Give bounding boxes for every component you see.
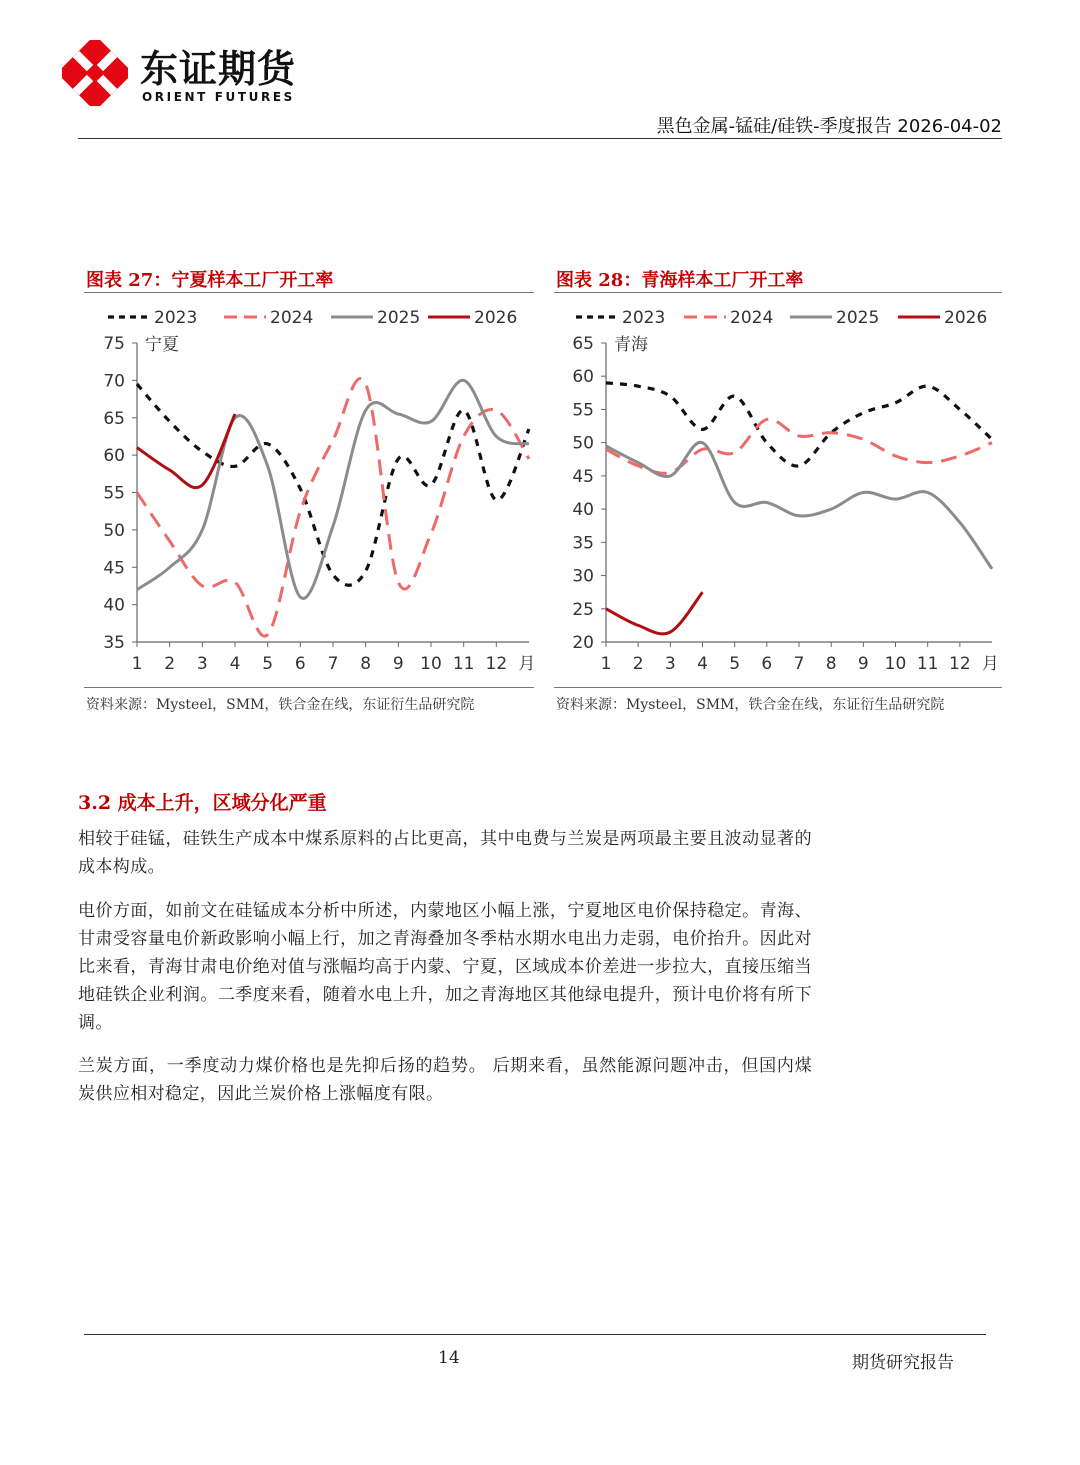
- x-tick-label: 10: [884, 654, 907, 674]
- orient-futures-logo-icon: [62, 40, 128, 106]
- y-tick-label: 45: [572, 466, 594, 487]
- x-tick-label: 6: [761, 654, 773, 674]
- series-line-2025: [137, 380, 529, 598]
- footer-label: 期货研究报告: [852, 1353, 954, 1373]
- qinghai-operating-rate-chart: [554, 300, 1002, 690]
- figure-28-title-rule: [554, 292, 1002, 293]
- figure-28-title: 图表 28：青海样本工厂开工率: [556, 270, 804, 291]
- x-tick-label: 6: [294, 654, 306, 674]
- ningxia-operating-rate-chart: [84, 300, 534, 690]
- y-tick-label: 30: [572, 566, 594, 587]
- y-tick-label: 60: [103, 446, 125, 467]
- legend-label-2025: 2025: [377, 308, 421, 328]
- series-line-2023: [137, 384, 529, 585]
- figure-27-source-rule: [84, 687, 534, 688]
- x-tick-label: 4: [697, 654, 708, 674]
- x-tick-label: 5: [729, 654, 741, 674]
- y-tick-label: 55: [572, 400, 594, 421]
- figure-27-title-rule: [84, 292, 534, 293]
- x-tick-label: 1: [600, 654, 612, 674]
- figure-27-source: 资料来源：Mysteel，SMM，铁合金在线，东证衍生品研究院: [86, 697, 475, 713]
- legend-label-2024: 2024: [730, 308, 774, 328]
- x-tick-label: 11: [452, 654, 475, 674]
- x-tick-label: 12: [485, 654, 508, 674]
- x-tick-label: 3: [664, 654, 676, 674]
- series-line-2024: [606, 419, 992, 473]
- series-line-2026: [137, 414, 235, 488]
- legend-label-2023: 2023: [154, 308, 198, 328]
- report-title: 黑色金属-锰硅/硅铁-季度报告 2026-04-02: [656, 116, 1002, 137]
- x-tick-label: 9: [392, 654, 404, 674]
- legend-label-2026: 2026: [944, 308, 988, 328]
- x-axis-unit: 月: [981, 654, 999, 674]
- x-tick-label: 8: [360, 654, 372, 674]
- x-tick-label: 8: [825, 654, 837, 674]
- x-tick-label: 9: [857, 654, 869, 674]
- y-tick-label: 65: [572, 334, 594, 354]
- y-tick-label: 20: [572, 633, 594, 653]
- x-tick-label: 12: [949, 654, 971, 674]
- y-tick-label: 65: [103, 408, 125, 429]
- header-divider: [78, 138, 1002, 139]
- x-tick-label: 7: [793, 654, 805, 674]
- body-paragraph: 电价方面，如前文在硅锰成本分析中所述，内蒙地区小幅上涨，宁夏地区电价保持稳定。青海、甘肃受容量电价新政影响小幅上行，加之青海叠加冬季枯水期水电出力走弱，电价抬升。因此对比来看，青海甘肃电价绝对值与涨幅均高于内蒙、宁夏，区域成本价差进一步拉大，直接压缩当地硅铁企业利润。二季度来看，随着水电上升，加之青海地区其他绿电提升，预计电价将有所下调。: [78, 901, 812, 1033]
- y-tick-label: 35: [103, 633, 125, 653]
- y-tick-label: 40: [572, 500, 594, 521]
- y-tick-label: 50: [572, 433, 594, 454]
- legend-label-2023: 2023: [622, 308, 666, 328]
- y-tick-label: 55: [103, 483, 125, 504]
- x-tick-label: 4: [229, 654, 241, 674]
- y-tick-label: 50: [103, 520, 125, 541]
- series-line-2025: [606, 442, 992, 569]
- y-tick-label: 35: [572, 533, 594, 554]
- figure-28-source-rule: [554, 687, 1002, 688]
- y-tick-label: 75: [103, 334, 125, 354]
- region-label: 青海: [614, 335, 648, 355]
- y-tick-label: 40: [103, 595, 125, 616]
- x-tick-label: 7: [327, 654, 339, 674]
- legend-label-2026: 2026: [474, 308, 518, 328]
- y-tick-label: 45: [103, 558, 125, 579]
- x-tick-label: 11: [916, 654, 939, 674]
- x-tick-label: 3: [196, 654, 208, 674]
- footer-divider: [84, 1334, 986, 1335]
- y-tick-label: 70: [103, 371, 125, 392]
- brand-name-cn: 东证期货: [140, 47, 297, 91]
- x-axis-unit: 月: [518, 654, 536, 674]
- series-line-2023: [606, 383, 992, 466]
- x-tick-label: 1: [131, 654, 143, 674]
- figure-27-title: 图表 27：宁夏样本工厂开工率: [86, 270, 334, 291]
- x-tick-label: 10: [420, 654, 442, 674]
- x-tick-label: 5: [262, 654, 274, 674]
- body-paragraph: 兰炭方面，一季度动力煤价格也是先抑后扬的趋势。 后期来看，虽然能源问题冲击，但国内煤炭供应相对稳定，因此兰炭价格上涨幅度有限。: [78, 1056, 812, 1104]
- brand-name-en: ORIENT FUTURES: [142, 90, 295, 104]
- section-heading: 3.2 成本上升，区域分化严重: [78, 792, 327, 814]
- legend-label-2024: 2024: [270, 308, 314, 328]
- y-tick-label: 25: [572, 599, 594, 620]
- y-tick-label: 60: [572, 367, 594, 388]
- series-line-2026: [606, 592, 703, 634]
- x-tick-label: 2: [632, 654, 644, 674]
- page-number: 14: [438, 1348, 460, 1368]
- x-tick-label: 2: [164, 654, 176, 674]
- figure-28-source: 资料来源：Mysteel，SMM，铁合金在线，东证衍生品研究院: [556, 697, 945, 713]
- legend-label-2025: 2025: [836, 308, 880, 328]
- body-paragraph: 相较于硅锰，硅铁生产成本中煤系原料的占比更高，其中电费与兰炭是两项最主要且波动显著的成本构成。: [78, 829, 812, 877]
- region-label: 宁夏: [145, 335, 179, 355]
